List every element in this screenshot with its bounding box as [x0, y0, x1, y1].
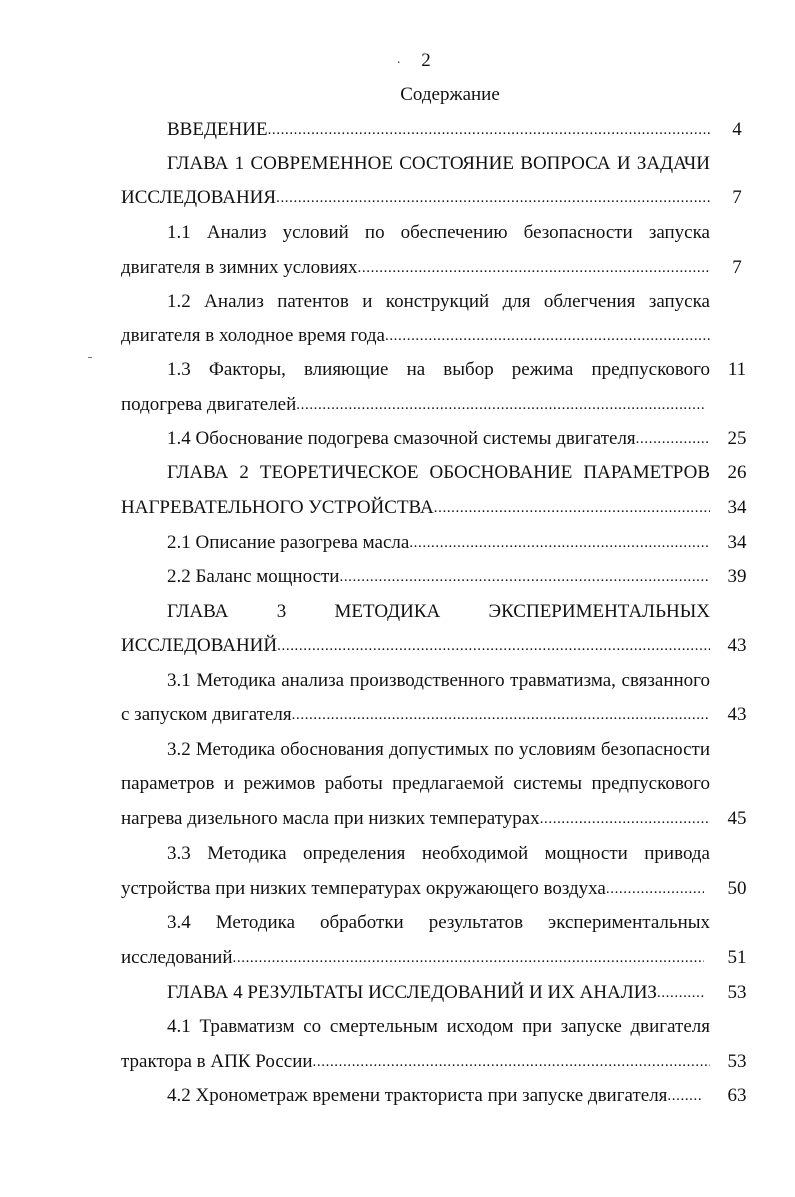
toc-entry-line: ИССЛЕДОВАНИЙ ..... [121, 633, 710, 659]
toc-entry-line: 3.4 Методика обработки результатов экспериментальных [167, 912, 710, 933]
toc-entry-line: 2.2 Баланс мощности ..... [167, 564, 710, 590]
toc-page-number: 34 [727, 497, 747, 518]
toc-entry-line: устройства при низких температурах окружающего воздуха ..... [121, 876, 704, 902]
toc-page-number: 43 [727, 704, 747, 725]
scan-mark [88, 357, 92, 358]
toc-heading: Содержание [400, 84, 500, 105]
toc-page-number: 4 [732, 119, 742, 140]
toc-page-number: 34 [727, 532, 747, 553]
toc-entry-line: 3.1 Методика анализа производственного травматизма, связанного [167, 670, 710, 691]
toc-entry-line: исследований ..... [121, 945, 704, 971]
toc-entry-line: параметров и режимов работы предлагаемой системы предпускового [121, 773, 710, 794]
toc-page-number: 50 [727, 878, 747, 899]
toc-entry-line: ГЛАВА 4 РЕЗУЛЬТАТЫ ИССЛЕДОВАНИЙ И ИХ АНАЛИЗ ..... [167, 980, 705, 1006]
toc-entry-line: 1.3 Факторы, влияющие на выбор режима предпускового [167, 359, 710, 380]
toc-page-number: 26 [727, 462, 747, 483]
toc-page-number: 53 [727, 1051, 747, 1072]
toc-entry-line: ВВЕДЕНИЕ ..... [167, 117, 710, 143]
toc-page-number: 39 [727, 566, 747, 587]
toc-entry-line: ГЛАВА 2 ТЕОРЕТИЧЕСКОЕ ОБОСНОВАНИЕ ПАРАМЕТРОВ [167, 462, 710, 483]
toc-page-number: 51 [727, 947, 747, 968]
toc-entry-line: двигателя в холодное время года ..... [121, 323, 710, 349]
scan-dot-mark: . [397, 52, 401, 67]
toc-entry-line: ГЛАВА 3 МЕТОДИКА ЭКСПЕРИМЕНТАЛЬНЫХ [167, 601, 710, 622]
toc-entry-line: ГЛАВА 1 СОВРЕМЕННОЕ СОСТОЯНИЕ ВОПРОСА И ЗАДАЧИ [167, 153, 710, 174]
toc-page-number: 53 [727, 982, 747, 1003]
toc-page-number: 11 [727, 359, 747, 380]
toc-entry-line: 3.3 Методика определения необходимой мощности привода [167, 843, 710, 864]
toc-page-number: 25 [727, 428, 747, 449]
toc-entry-line: двигателя в зимних условиях ..... [121, 255, 710, 281]
toc-page-number: 7 [732, 187, 742, 208]
toc-entry-line: 1.1 Анализ условий по обеспечению безопасности запуска [167, 222, 710, 243]
toc-entry-line: 4.1 Травматизм со смертельным исходом при запуске двигателя [167, 1016, 710, 1037]
toc-entry-line: 1.4 Обоснование подогрева смазочной системы двигателя ..... [167, 426, 710, 452]
toc-entry-line: ИССЛЕДОВАНИЯ ..... [121, 185, 710, 211]
toc-entry-line: 4.2 Хронометраж времени тракториста при запуске двигателя ..... [167, 1083, 703, 1109]
toc-entry-line: 2.1 Описание разогрева масла ..... [167, 530, 710, 556]
page-number: 2 [421, 50, 431, 71]
toc-page-number: 45 [727, 808, 747, 829]
toc-page-number: 63 [727, 1085, 747, 1106]
toc-entry-line: 1.2 Анализ патентов и конструкций для облегчения запуска [167, 291, 710, 312]
toc-entry-line: трактора в АПК России ..... [121, 1049, 710, 1075]
toc-entry-line: НАГРЕВАТЕЛЬНОГО УСТРОЙСТВА ..... [121, 495, 710, 521]
toc-entry-line: нагрева дизельного масла при низких температурах ..... [121, 806, 710, 832]
toc-entry-line: 3.2 Методика обоснования допустимых по условиям безопасности [167, 739, 710, 760]
toc-entry-line: с запуском двигателя ..... [121, 702, 710, 728]
toc-page-number: 43 [727, 635, 747, 656]
toc-page-number: 7 [732, 257, 742, 278]
toc-entry-line: подогрева двигателей ..... [121, 392, 706, 418]
